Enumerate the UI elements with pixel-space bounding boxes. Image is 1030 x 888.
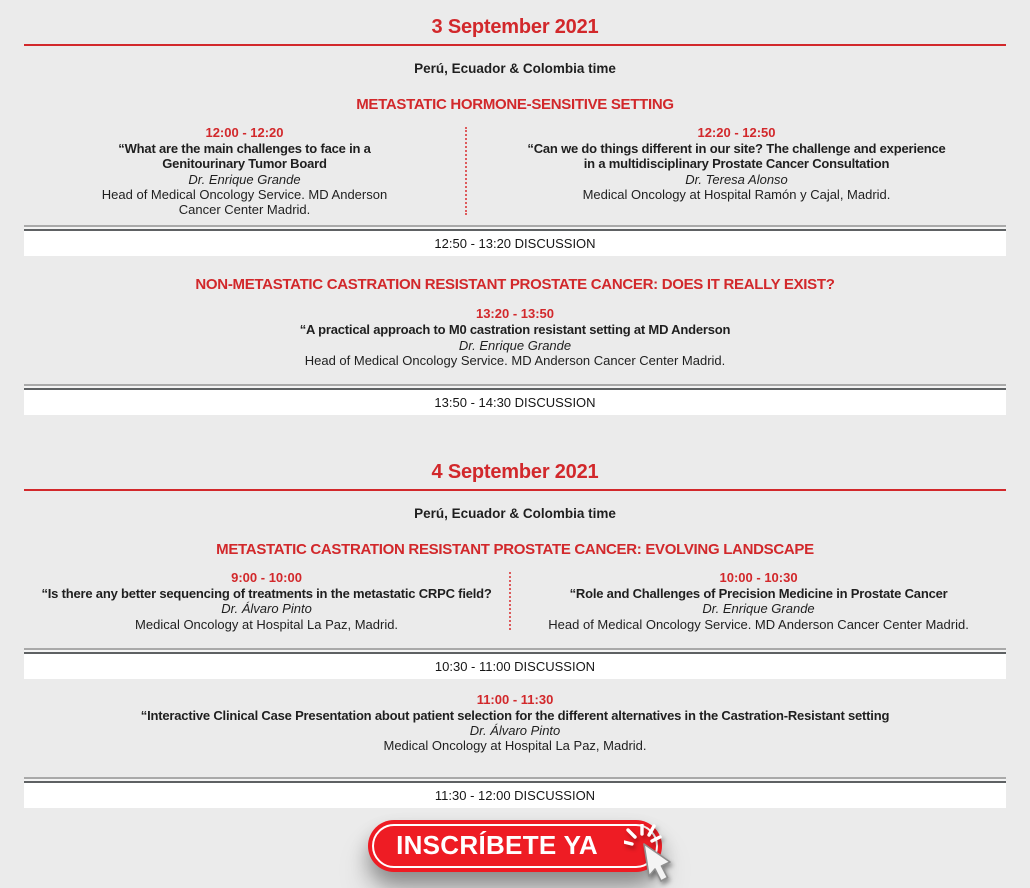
discussion-label: 13:50 - 14:30 DISCUSSION — [24, 390, 1006, 415]
session-time: 10:00 - 10:30 — [719, 570, 798, 586]
session-affiliation: Medical Oncology at Hospital Ramón y Cajal, Madrid. — [582, 186, 891, 202]
session-title: “Interactive Clinical Case Presentation about patient selection for the different alternatives in the Castration-Resistant setting — [140, 708, 890, 724]
session-affiliation: Medical Oncology at Hospital La Paz, Madrid. — [383, 738, 647, 754]
session-affiliation: Medical Oncology at Hospital La Paz, Madrid. — [135, 616, 399, 632]
track-heading-mcrpc: METASTATIC CASTRATION RESISTANT PROSTATE CANCER: EVOLVING LANDSCAPE — [216, 541, 814, 559]
day-title-rule — [24, 489, 1006, 491]
day-section-4-september — [0, 461, 1030, 808]
session-1000 — [511, 570, 1006, 632]
timezone-label: Perú, Ecuador & Colombia time — [414, 61, 616, 76]
track-heading-mhss: METASTATIC HORMONE-SENSITIVE SETTING — [356, 96, 674, 113]
session-title: “What are the main challenges to face in a Genitourinary Tumor Board — [118, 141, 371, 172]
register-button-label: INSCRÍBETE YA — [396, 830, 598, 861]
session-1200 — [24, 125, 465, 217]
session-title: “Can we do things different in our site? The challenge and experience in a multidisciplinary Prostate Cancer Consultation — [527, 141, 946, 172]
session-speaker: Dr. Álvaro Pinto — [221, 601, 312, 617]
session-time: 12:20 - 12:50 — [697, 125, 776, 140]
session-affiliation: Head of Medical Oncology Service. MD Anderson Cancer Center Madrid. — [304, 352, 726, 368]
discussion-bar — [24, 384, 1006, 415]
session-affiliation: Head of Medical Oncology Service. MD Anderson Cancer Center Madrid. — [101, 186, 388, 218]
session-speaker: Dr. Álvaro Pinto — [469, 723, 561, 739]
session-1100 — [24, 692, 1006, 754]
session-speaker: Dr. Enrique Grande — [458, 337, 572, 353]
discussion-label: 11:30 - 12:00 DISCUSSION — [24, 783, 1006, 808]
discussion-bar — [24, 225, 1006, 256]
session-title: “Is there any better sequencing of treatments in the metastatic CRPC field? — [41, 586, 492, 602]
day-title: 4 September 2021 — [431, 461, 599, 484]
day-title: 3 September 2021 — [431, 16, 599, 38]
discussion-label: 10:30 - 11:00 DISCUSSION — [24, 654, 1006, 679]
sessions-row — [24, 570, 1006, 632]
session-time: 11:00 - 11:30 — [476, 691, 554, 707]
discussion-label: 12:50 - 13:20 DISCUSSION — [24, 231, 1006, 256]
session-speaker: Dr. Teresa Alonso — [685, 171, 788, 187]
session-speaker: Dr. Enrique Grande — [702, 601, 815, 617]
cta-container — [0, 820, 1030, 872]
session-time: 12:00 - 12:20 — [205, 125, 284, 140]
session-0900 — [24, 570, 509, 632]
register-button[interactable] — [368, 820, 662, 872]
day-title-rule — [24, 44, 1006, 46]
session-affiliation: Head of Medical Oncology Service. MD Anderson Cancer Center Madrid. — [548, 616, 969, 632]
session-title: “A practical approach to M0 castration resistant setting at MD Anderson — [299, 322, 731, 338]
track-heading-nmcrpc: NON-METASTATIC CASTRATION RESISTANT PROSTATE CANCER: DOES IT REALLY EXIST? — [195, 276, 835, 294]
day-section-3-september — [0, 16, 1030, 415]
session-speaker: Dr. Enrique Grande — [188, 171, 301, 187]
discussion-bar — [24, 777, 1006, 808]
session-time: 13:20 - 13:50 — [475, 306, 555, 322]
sessions-row — [24, 125, 1006, 217]
timezone-label: Perú, Ecuador & Colombia time — [414, 506, 616, 522]
discussion-bar — [24, 648, 1006, 679]
session-title: “Role and Challenges of Precision Medicine in Prostate Cancer — [569, 586, 948, 602]
session-1320 — [24, 306, 1006, 368]
session-time: 9:00 - 10:00 — [231, 570, 302, 586]
session-1220 — [467, 125, 1006, 217]
